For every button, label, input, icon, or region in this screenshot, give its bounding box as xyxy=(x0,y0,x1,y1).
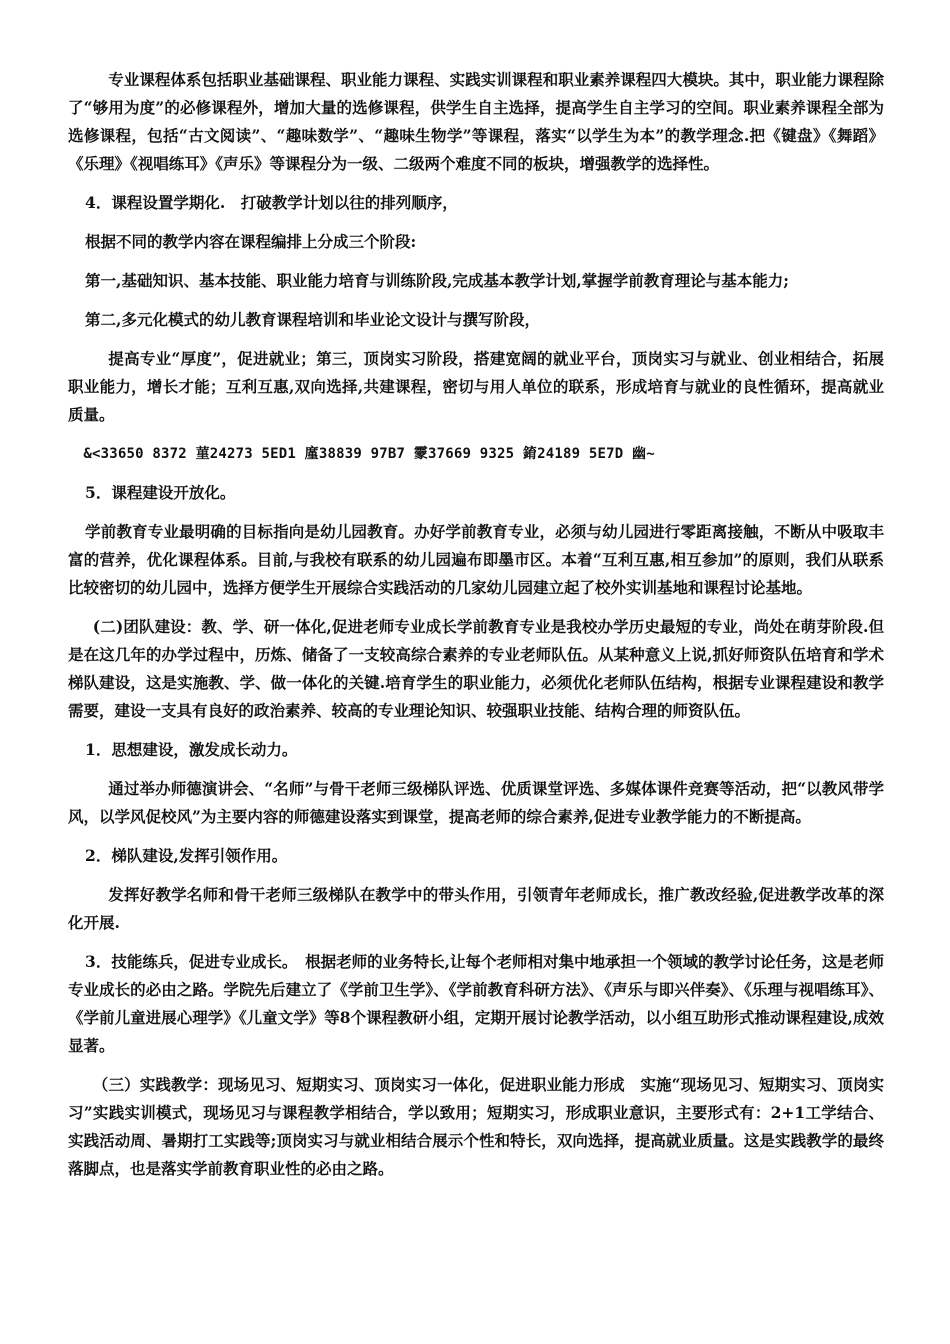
document-body xyxy=(68,66,884,1194)
paragraph-curriculum-modules: 专业课程体系包括职业基础课程、职业能力课程、实践实训课程和职业素养课程四大模块。其中，职业能力课程除了“够用为度”的必修课程外，增加大量的选修课程，供学生自主选择，提高学生自主学习的空间。职业素养课程全部为选修课程，包括“古文阅读”、“趣味数学”、“趣味生物学”等课程，落实“以学生为本”的教学理念.把《键盘》《舞蹈》《乐理》《视唱练耳》《声乐》等课程分为一级、二级两个难度不同的板块，增强教学的选择性。 xyxy=(68,70,884,173)
paragraph-stage-two: 第二,多元化模式的幼儿教育课程培训和毕业论文设计与撰写阶段， xyxy=(85,310,540,329)
heading-open-curriculum: 5．课程建设开放化。 xyxy=(85,483,236,502)
paragraph-team-building: (二)团队建设：教、学、研一体化,促进老师专业成长学前教育专业是我校办学历史最短的专业，尚处在萌芽阶段.但是在这几年的办学过程中，历炼、储备了一支较高综合素养的专业老师队伍。从某种意义上说,抓好师资队伍培育和学术梯队建设，这是实施教、学、做一体化的关键.培育学生的职业能力，必须优化老师队伍结构，根据专业课程建设和教学需要，建设一支具有良好的政治素养、较高的专业理论知识、较强职业技能、结构合理的师资队伍。 xyxy=(68,617,884,720)
heading-semester-curriculum: 4．课程设置学期化. 打破教学计划以往的排列顺序， xyxy=(85,193,458,212)
paragraph-stage-one: 第一,基础知识、基本技能、职业能力培育与训练阶段,完成基本教学计划,掌握学前教育理论与基本能力; xyxy=(85,271,789,290)
paragraph-kindergarten-practice: 学前教育专业最明确的目标指向是幼儿园教育。办好学前教育专业，必须与幼儿园进行零距离接触，不断从中吸取丰富的营养，优化课程体系。目前,与我校有联系的幼儿园遍布即墨市区。本着“互利互惠,相互参加”的原则，我们从联系比较密切的幼儿园中，选择方便学生开展综合实践活动的几家幼儿园建立起了校外实训基地和课程讨论基地。 xyxy=(68,522,884,597)
paragraph-three-stages: 根据不同的教学内容在课程编排上分成三个阶段: xyxy=(85,232,417,251)
paragraph-echelon-leading: 发挥好教学名师和骨干老师三级梯队在教学中的带头作用，引领青年老师成长，推广教改经验,促进教学改革的深化开展. xyxy=(68,885,884,932)
paragraph-skill-training: 3．技能练兵，促进专业成长。 根据老师的业务特长,让每个老师相对集中地承担一个领域的教学讨论任务，这是老师专业成长的必由之路。学院先后建立了《学前卫生学》、《学前教育科研方法》、《声乐与即兴伴奏》、《乐理与视唱练耳》、《学前儿童进展心理学》《儿童文学》等8个课程教研小组，定期开展讨论教学活动，以小组互助形式推动课程建设,成效显著。 xyxy=(68,952,884,1055)
paragraph-stage-three: 提高专业“厚度”，促进就业；第三，顶岗实习阶段，搭建宽阔的就业平台，顶岗实习与就业、创业相结合，拓展职业能力，增长才能；互利互惠,双向选择,共建课程，密切与用人单位的联系，形成培育与就业的良性循环，提高就业质量。 xyxy=(68,349,884,424)
garbled-encoding-line: &<33650 8372 菫24273 5ED1 廑38839 97B7 霥37669 9325 錥24189 5E7D 幽~ xyxy=(83,446,655,462)
heading-echelon-building: 2．梯队建设,发挥引领作用。 xyxy=(85,846,288,865)
paragraph-practical-teaching: （三）实践教学：现场见习、短期实习、顶岗实习一体化，促进职业能力形成 实施“现场见习、短期实习、顶岗实习”实践实训模式，现场见习与课程教学相结合，学以致用；短期实习，形成职业意识，主要形式有：2+1工学结合、实践活动周、暑期打工实践等;顶岗实习与就业相结合展示个性和特长，双向选择，提高就业质量。这是实践教学的最终落脚点，也是落实学前教育职业性的必由之路。 xyxy=(68,1075,884,1178)
heading-ideological-building: 1．思想建设，激发成长动力。 xyxy=(85,740,298,759)
paragraph-teacher-ethics: 通过举办师德演讲会、“名师”与骨干老师三级梯队评选、优质课堂评选、多媒体课件竞赛等活动，把“以教风带学风，以学风促校风”为主要内容的师德建设落实到课堂，提高老师的综合素养,促进专业教学能力的不断提高。 xyxy=(68,779,884,826)
